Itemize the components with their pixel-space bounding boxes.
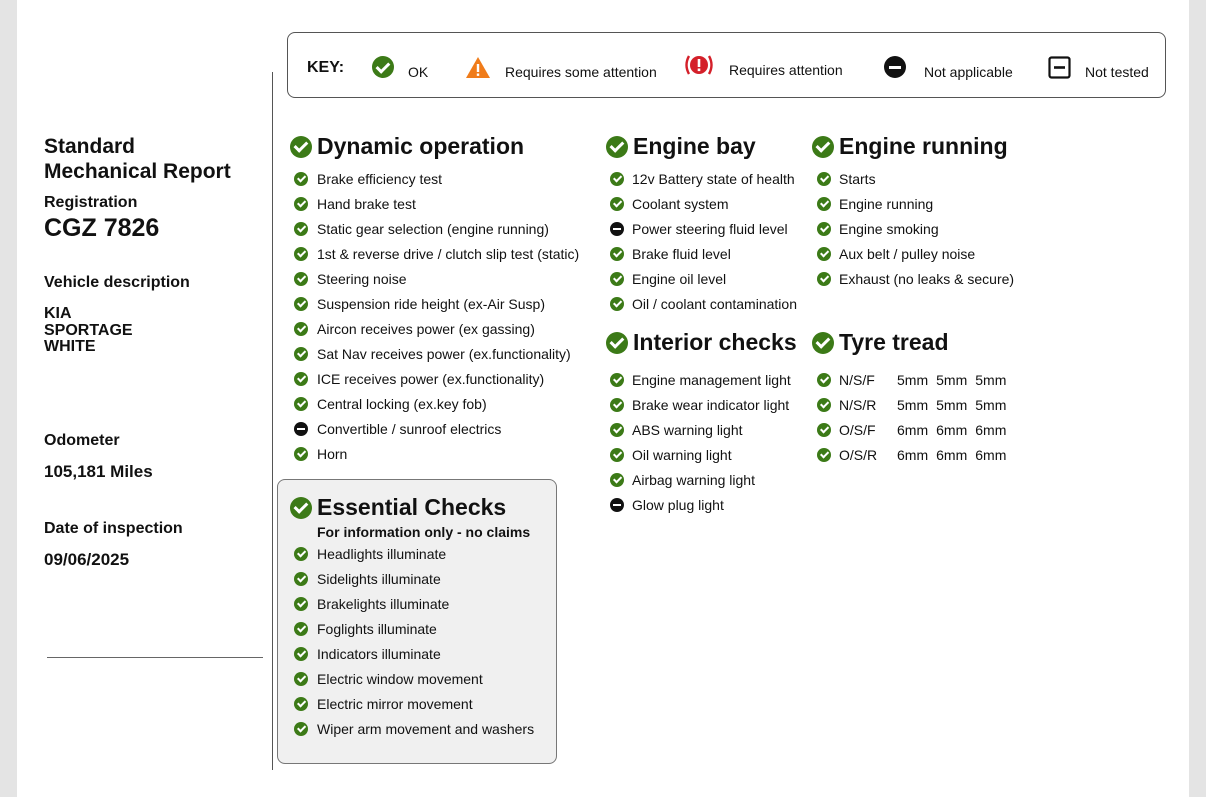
check-item [294,166,579,191]
tread-depths [897,447,1014,463]
ok-check-icon [817,423,831,437]
engine-running-heading [812,133,1008,160]
check-item [294,341,579,366]
ok-check-icon [610,297,624,311]
report-page [17,0,1189,797]
tread-depths [897,372,1014,388]
check-item-label: Foglights illuminate [317,620,437,637]
status-key [287,32,1166,98]
check-item [294,416,579,441]
check-item-label: Horn [317,445,348,462]
engine-running-title: Engine running [839,133,1008,159]
check-item [294,216,579,241]
vehicle-make: KIA [44,305,72,322]
date-value: 09/06/2025 [44,550,130,569]
odometer-label: Odometer [44,432,120,449]
check-item-label: N/S/F [839,371,875,388]
ok-check-icon [294,272,308,286]
check-item-label: Electric mirror movement [317,695,473,712]
ok-check-icon [294,647,308,661]
ok-check-icon [294,447,308,461]
check-item-label: Headlights illuminate [317,545,447,562]
check-item [294,716,534,741]
check-item [817,241,1014,266]
ok-check-icon [817,172,831,186]
check-icon [606,332,628,354]
dynamic-operation-list [294,166,579,466]
key-ok-label: OK [408,64,429,80]
interior-checks-list [610,367,791,517]
check-item [610,442,791,467]
check-item [294,391,579,416]
check-item-label: Engine management light [632,371,791,388]
tread-depth-value: 6mm [936,421,968,438]
check-item-label: Hand brake test [317,195,416,212]
ok-check-icon [294,597,308,611]
ok-check-icon [610,473,624,487]
ok-check-icon [294,697,308,711]
tread-depth-value: 5mm [897,396,929,413]
ok-check-icon [294,347,308,361]
check-item [610,467,791,492]
tread-depths [897,422,1014,438]
interior-checks-title: Interior checks [633,329,797,355]
check-item [817,166,1014,191]
check-item-label: ICE receives power (ex.functionality) [317,370,545,387]
check-item [294,691,534,716]
not-applicable-icon [610,498,624,512]
check-item [294,441,579,466]
check-item-label: Sat Nav receives power (ex.functionality) [317,345,571,362]
report-title-line2: Mechanical Report [44,160,231,183]
check-item [294,591,534,616]
ok-check-icon [817,448,831,462]
ok-check-icon [294,372,308,386]
ok-check-icon [294,247,308,261]
check-item-label: Oil / coolant contamination [632,295,797,312]
dynamic-operation-title: Dynamic operation [317,133,525,159]
odometer-value: 105,181 Miles [44,462,153,481]
check-item [610,241,797,266]
ok-check-icon [294,672,308,686]
check-item [610,166,797,191]
tread-depth-value: 6mm [897,421,929,438]
key-not-tested-label: Not tested [1085,64,1149,80]
key-ok [372,54,428,80]
check-item [817,191,1014,216]
ok-check-icon [294,622,308,636]
registration-value: CGZ 7826 [44,214,160,242]
ok-check-icon [817,398,831,412]
check-item [610,266,797,291]
check-item [817,266,1014,291]
ok-check-icon [610,197,624,211]
tread-depth-value: 6mm [975,446,1007,463]
key-attention-label: Requires attention [729,62,843,78]
check-item [294,366,579,391]
warning-triangle-icon [465,56,491,79]
check-item-label: Glow plug light [632,496,724,513]
engine-bay-list [610,166,797,316]
ok-check-icon [610,373,624,387]
essential-checks-subtitle: For information only - no claims [317,524,531,540]
check-item-label: ABS warning light [632,421,743,438]
ok-check-icon [294,547,308,561]
check-item [817,216,1014,241]
divider [47,657,263,658]
check-item [294,316,579,341]
vertical-divider [272,72,273,770]
check-item-label: 12v Battery state of health [632,170,795,187]
check-item [817,417,1014,442]
check-item [294,566,534,591]
check-item-label: Brake wear indicator light [632,396,790,413]
ok-check-icon [610,448,624,462]
tyre-tread-heading [812,329,949,356]
vehicle-description [44,306,133,356]
ok-check-icon [294,197,308,211]
check-item-label: Brake efficiency test [317,170,443,187]
check-item [610,367,791,392]
check-icon [812,332,834,354]
tread-depth-value: 6mm [897,446,929,463]
vehicle-description-label: Vehicle description [44,274,190,291]
check-item-label: Engine smoking [839,220,939,237]
check-item-label: Coolant system [632,195,729,212]
check-item-label: O/S/R [839,446,878,463]
check-item-label: N/S/R [839,396,877,413]
tyre-tread-title: Tyre tread [839,329,949,355]
check-item [294,266,579,291]
not-tested-icon [1048,56,1071,79]
key-not-applicable-label: Not applicable [924,64,1013,80]
check-item [610,291,797,316]
check-item [294,666,534,691]
ok-check-icon [610,398,624,412]
ok-check-icon [610,247,624,261]
key-attention [683,52,843,78]
check-item-label: Brakelights illuminate [317,595,450,612]
check-item [294,241,579,266]
ok-check-icon [294,397,308,411]
check-icon [290,136,312,158]
engine-running-list [817,166,1014,291]
engine-bay-title: Engine bay [633,133,756,159]
check-item-label: Static gear selection (engine running) [317,220,549,237]
check-item-label: Central locking (ex.key fob) [317,395,487,412]
key-title: KEY: [307,59,345,76]
key-some-attention-label: Requires some attention [505,64,657,80]
ok-check-icon [817,247,831,261]
check-item [610,417,791,442]
check-item [294,191,579,216]
check-item-label: Aux belt / pulley noise [839,245,976,262]
check-item-label: Steering noise [317,270,407,287]
ok-check-icon [294,322,308,336]
not-applicable-icon [294,422,308,436]
ok-check-icon [610,423,624,437]
check-icon [812,136,834,158]
essential-checks-list [294,541,534,741]
essential-checks-title: Essential Checks [317,494,507,520]
check-item [294,541,534,566]
check-item-label: Exhaust (no leaks & secure) [839,270,1015,287]
ok-check-icon [817,222,831,236]
check-item-label: Wiper arm movement and washers [317,720,535,737]
check-icon [290,497,312,519]
dynamic-operation-heading [290,133,524,160]
ok-check-icon [610,272,624,286]
check-item-label: Electric window movement [317,670,483,687]
key-not-tested [1048,54,1149,80]
registration-label: Registration [44,194,138,211]
essential-checks-heading [290,494,506,521]
tread-depths [897,397,1014,413]
vehicle-model: SPORTAGE [44,321,133,339]
check-item [817,442,1014,467]
vehicle-colour: WHITE [44,338,96,355]
check-item-label: O/S/F [839,421,876,438]
ok-check-icon [817,373,831,387]
check-item [294,616,534,641]
ok-check-icon [372,56,394,78]
check-item-label: 1st & reverse drive / clutch slip test (static) [317,245,580,262]
check-item-label: Power steering fluid level [632,220,788,237]
check-item-label: Convertible / sunroof electrics [317,420,502,437]
check-item [610,492,791,517]
check-item-label: Starts [839,170,876,187]
date-label: Date of inspection [44,520,183,537]
interior-checks-heading [606,329,797,356]
check-item-label: Suspension ride height (ex-Air Susp) [317,295,546,312]
tread-depth-value: 5mm [975,371,1007,388]
check-item-label: Brake fluid level [632,245,731,262]
check-item [294,641,534,666]
engine-bay-heading [606,133,756,160]
tread-depth-value: 5mm [936,371,968,388]
ok-check-icon [817,197,831,211]
report-title [44,134,231,184]
check-item-label: Aircon receives power (ex gassing) [317,320,535,337]
tread-depth-value: 6mm [936,446,968,463]
ok-check-icon [294,222,308,236]
not-applicable-icon [884,56,906,78]
ok-check-icon [817,272,831,286]
ok-check-icon [610,172,624,186]
check-item [610,216,797,241]
check-item [817,392,1014,417]
tread-depth-value: 6mm [975,421,1007,438]
tread-depth-value: 5mm [897,371,929,388]
check-item [610,392,791,417]
tread-depth-value: 5mm [936,396,968,413]
not-applicable-icon [610,222,624,236]
check-item [610,191,797,216]
check-item [817,367,1014,392]
tyre-tread-list [817,367,1014,467]
check-item-label: Airbag warning light [632,471,755,488]
ok-check-icon [294,572,308,586]
brake-warning-icon [683,53,715,77]
report-title-line1: Standard [44,135,136,158]
check-icon [606,136,628,158]
key-some-attention [465,54,657,80]
check-item-label: Indicators illuminate [317,645,441,662]
check-item-label: Oil warning light [632,446,732,463]
ok-check-icon [294,172,308,186]
tread-depth-value: 5mm [975,396,1007,413]
check-item [294,291,579,316]
ok-check-icon [294,297,308,311]
check-item-label: Sidelights illuminate [317,570,441,587]
ok-check-icon [294,722,308,736]
check-item-label: Engine oil level [632,270,727,287]
key-not-applicable [884,54,1013,80]
check-item-label: Engine running [839,195,934,212]
